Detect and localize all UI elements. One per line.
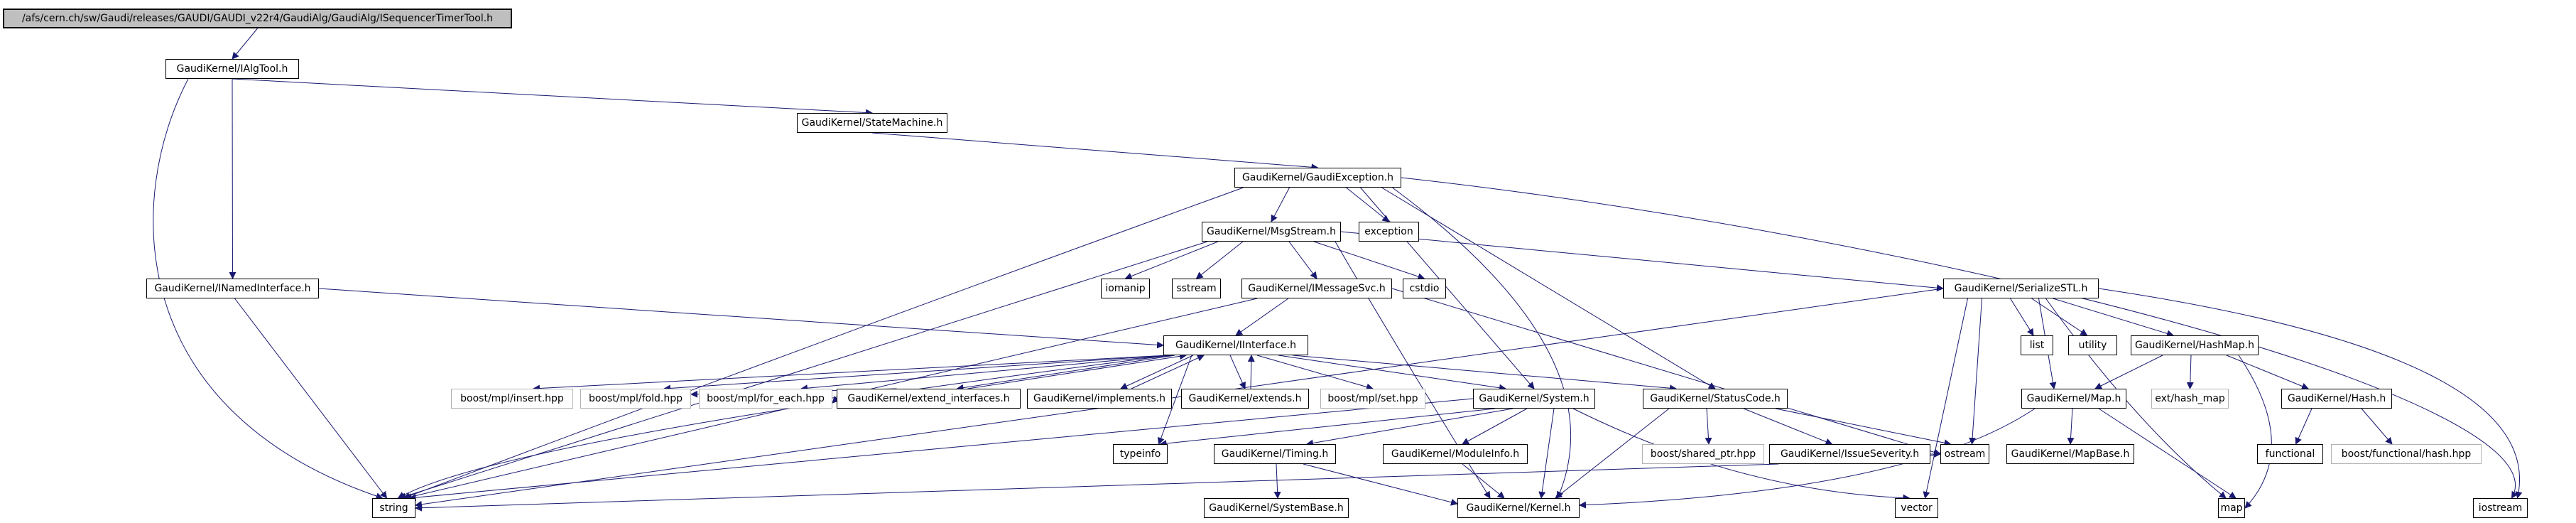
graph-node-gaudi-hash[interactable]: GaudiKernel/Hash.h — [2281, 389, 2392, 409]
graph-node-extends[interactable]: GaudiKernel/extends.h — [1181, 389, 1309, 409]
graph-node-gaudiexception[interactable]: GaudiKernel/GaudiException.h — [1234, 168, 1401, 188]
graph-node-inamedinterface[interactable]: GaudiKernel/INamedInterface.h — [146, 279, 319, 298]
graph-node-boost-mpl-fold[interactable]: boost/mpl/fold.hpp — [580, 389, 691, 409]
graph-node-implements[interactable]: GaudiKernel/implements.h — [1027, 389, 1172, 409]
graph-node-statuscode[interactable]: GaudiKernel/StatusCode.h — [1643, 389, 1788, 409]
graph-node-exception[interactable]: exception — [1359, 222, 1419, 242]
graph-node-mapbase[interactable]: GaudiKernel/MapBase.h — [2006, 444, 2134, 464]
graph-node-boost-functional-hash[interactable]: boost/functional/hash.hpp — [2331, 444, 2482, 464]
graph-node-issueseverity[interactable]: GaudiKernel/IssueSeverity.h — [1769, 444, 1930, 464]
graph-node-system[interactable]: GaudiKernel/System.h — [1473, 389, 1595, 409]
graph-node-sstream[interactable]: sstream — [1172, 279, 1221, 298]
graph-node-imessagesvc[interactable]: GaudiKernel/IMessageSvc.h — [1241, 279, 1392, 298]
graph-node-ialgtool[interactable]: GaudiKernel/IAlgTool.h — [165, 59, 299, 79]
graph-node-iinterface[interactable]: GaudiKernel/IInterface.h — [1163, 335, 1308, 355]
graph-node-functional[interactable]: functional — [2257, 444, 2323, 464]
graph-node-hashmap[interactable]: GaudiKernel/HashMap.h — [2131, 335, 2259, 355]
graph-node-moduleinfo[interactable]: GaudiKernel/ModuleInfo.h — [1383, 444, 1528, 464]
graph-node-typeinfo[interactable]: typeinfo — [1113, 444, 1168, 464]
graph-node-extend-interfaces[interactable]: GaudiKernel/extend_interfaces.h — [837, 389, 1021, 409]
graph-node-statemachine[interactable]: GaudiKernel/StateMachine.h — [797, 113, 947, 133]
graph-node-list[interactable]: list — [2021, 335, 2053, 355]
graph-node-iomanip[interactable]: iomanip — [1101, 279, 1150, 298]
graph-node-systembase[interactable]: GaudiKernel/SystemBase.h — [1204, 498, 1349, 518]
graph-node-root-isequencertimertool: /afs/cern.ch/sw/Gaudi/releases/GAUDI/GAUDI_v22r4/GaudiAlg/GaudiAlg/ISequencerTimerTool.h — [3, 9, 512, 28]
graph-node-cstdio[interactable]: cstdio — [1403, 279, 1446, 298]
graph-node-iostream[interactable]: iostream — [2473, 498, 2528, 518]
graph-node-vector[interactable]: vector — [1895, 498, 1938, 518]
graph-node-string[interactable]: string — [372, 498, 415, 518]
graph-node-ext-hash-map[interactable]: ext/hash_map — [2151, 389, 2229, 409]
graph-node-boost-mpl-for-each[interactable]: boost/mpl/for_each.hpp — [699, 389, 832, 409]
graph-node-boost-mpl-insert[interactable]: boost/mpl/insert.hpp — [451, 389, 573, 409]
graph-node-utility[interactable]: utility — [2068, 335, 2117, 355]
graph-node-timing[interactable]: GaudiKernel/Timing.h — [1214, 444, 1336, 464]
graph-node-kernel[interactable]: GaudiKernel/Kernel.h — [1457, 498, 1580, 518]
graph-node-boost-shared-ptr[interactable]: boost/shared_ptr.hpp — [1642, 444, 1764, 464]
graph-node-ostream[interactable]: ostream — [1940, 444, 1989, 464]
graph-node-boost-mpl-set[interactable]: boost/mpl/set.hpp — [1320, 389, 1425, 409]
graph-node-gaudi-map[interactable]: GaudiKernel/Map.h — [2021, 389, 2126, 409]
graph-node-msgstream[interactable]: GaudiKernel/MsgStream.h — [1202, 222, 1341, 242]
graph-node-serializestl[interactable]: GaudiKernel/SerializeSTL.h — [1943, 279, 2099, 298]
graph-node-map[interactable]: map — [2218, 498, 2245, 518]
